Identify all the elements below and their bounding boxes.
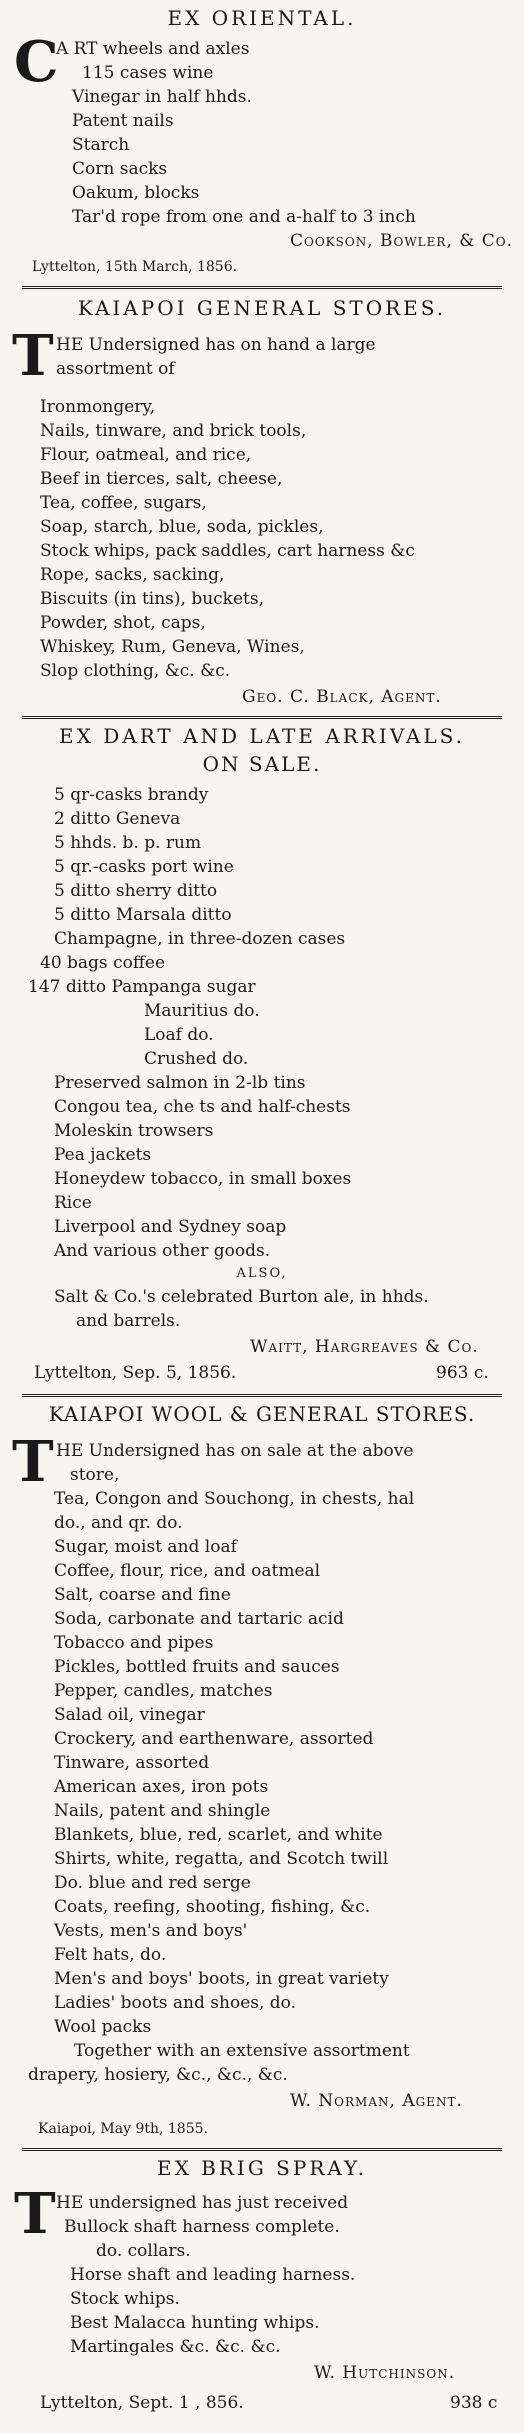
list-item: Mauritius do. xyxy=(144,1001,260,1021)
signature: W. Hutchinson. xyxy=(314,2363,456,2383)
list-item: Vests, men's and boys' xyxy=(54,1921,248,1941)
list-item: 40 bags coffee xyxy=(40,953,166,973)
list-item: Felt hats, do. xyxy=(54,1945,167,1965)
list-item: 2 ditto Geneva xyxy=(54,809,181,829)
dropcap: T xyxy=(12,1429,54,1495)
date: Lyttelton, Sept. 1 , 856. xyxy=(40,2393,244,2413)
list-item: and barrels. xyxy=(76,1311,181,1331)
intro-line: assortment of xyxy=(56,359,175,379)
list-item: 5 qr-casks brandy xyxy=(54,785,209,805)
list-item: Pepper, candles, matches xyxy=(54,1681,273,1701)
list-item: Congou tea, che ts and half-chests xyxy=(54,1097,351,1117)
dropcap: C xyxy=(14,29,59,95)
ad-title-kaiapoi-wool: KAIAPOI WOOL & GENERAL STORES. xyxy=(48,1402,476,1426)
list-item: Tea, coffee, sugars, xyxy=(40,493,207,513)
intro-line: HE undersigned has just received xyxy=(56,2193,349,2213)
list-item: Coats, reefing, shooting, fishing, &c. xyxy=(54,1897,371,1917)
list-item: Nails, patent and shingle xyxy=(54,1801,271,1821)
list-item: Patent nails xyxy=(72,111,174,131)
list-item: Tinware, assorted xyxy=(54,1753,210,1773)
date: Kaiapoi, May 9th, 1855. xyxy=(38,2121,208,2137)
closing-line: Together with an extensive assortment xyxy=(74,2041,410,2061)
list-item: Whiskey, Rum, Geneva, Wines, xyxy=(40,637,305,657)
ad-number: 963 c. xyxy=(436,1363,489,1383)
ad-title-ex-dart: EX DART AND LATE ARRIVALS. xyxy=(59,724,465,748)
divider xyxy=(22,286,502,289)
list-item: Coffee, flour, rice, and oatmeal xyxy=(54,1561,321,1581)
ad-title-ex-brig-spray: EX BRIG SPRAY. xyxy=(156,2156,368,2180)
date: Lyttelton, 15th March, 1856. xyxy=(32,259,238,275)
list-item: Shirts, white, regatta, and Scotch twill xyxy=(54,1849,389,1869)
list-item: Pickles, bottled fruits and sauces xyxy=(54,1657,340,1677)
list-item: Vinegar in half hhds. xyxy=(72,87,252,107)
list-item: Salt & Co.'s celebrated Burton ale, in hhds. xyxy=(54,1287,429,1307)
list-item: Blankets, blue, red, scarlet, and white xyxy=(54,1825,383,1845)
dropcap: T xyxy=(12,323,54,389)
list-item: do., and qr. do. xyxy=(54,1513,183,1533)
list-item: 147 ditto Pampanga sugar xyxy=(28,977,256,997)
ad-title-kaiapoi-general-stores: KAIAPOI GENERAL STORES. xyxy=(77,296,447,320)
list-item: American axes, iron pots xyxy=(54,1777,269,1797)
list-item: Crushed do. xyxy=(144,1049,249,1069)
list-item: Sugar, moist and loaf xyxy=(54,1537,237,1557)
closing-line: drapery, hosiery, &c., &c., &c. xyxy=(28,2065,288,2085)
list-item: Moleskin trowsers xyxy=(54,1121,214,1141)
dropcap: T xyxy=(14,2181,56,2247)
list-item: Nails, tinware, and brick tools, xyxy=(40,421,307,441)
also-label: ALSO, xyxy=(236,1266,288,1281)
list-item: Men's and boys' boots, in great variety xyxy=(54,1969,389,1989)
ad-subtitle: ON SALE. xyxy=(202,752,322,776)
list-item: 5 ditto Marsala ditto xyxy=(54,905,232,925)
intro-line: store, xyxy=(70,1465,120,1485)
list-item: Soap, starch, blue, soda, pickles, xyxy=(40,517,324,537)
list-item: Salad oil, vinegar xyxy=(54,1705,205,1725)
list-item: Oakum, blocks xyxy=(72,183,200,203)
signature: Waitt, Hargreaves & Co. xyxy=(250,1337,479,1357)
list-item: Ironmongery, xyxy=(40,397,156,417)
divider xyxy=(22,716,502,719)
list-item: Loaf do. xyxy=(144,1025,214,1045)
intro-line: HE Undersigned has on sale at the above xyxy=(56,1441,414,1461)
list-item: Liverpool and Sydney soap xyxy=(54,1217,287,1237)
list-item: Starch xyxy=(72,135,130,155)
list-item: Stock whips. xyxy=(70,2289,180,2309)
list-item: Stock whips, pack saddles, cart harness &c xyxy=(40,541,415,561)
list-item: Salt, coarse and fine xyxy=(54,1585,231,1605)
list-item: Horse shaft and leading harness. xyxy=(70,2265,356,2285)
intro-line: HE Undersigned has on hand a large xyxy=(56,335,376,355)
intro-line: Bullock shaft harness complete. xyxy=(64,2217,340,2237)
list-item: do. collars. xyxy=(96,2241,191,2261)
list-item: Biscuits (in tins), buckets, xyxy=(40,589,264,609)
signature: Geo. C. Black, Agent. xyxy=(242,687,442,707)
list-item: Crockery, and earthenware, assorted xyxy=(54,1729,374,1749)
list-item: Tobacco and pipes xyxy=(54,1633,214,1653)
list-item: Wool packs xyxy=(54,2017,152,2037)
list-item: Beef in tierces, salt, cheese, xyxy=(40,469,283,489)
date: Lyttelton, Sep. 5, 1856. xyxy=(34,1363,237,1383)
list-item: 5 ditto sherry ditto xyxy=(54,881,218,901)
list-item: A RT wheels and axles xyxy=(56,39,250,59)
list-item: 5 qr.-casks port wine xyxy=(54,857,234,877)
list-item: Preserved salmon in 2-lb tins xyxy=(54,1073,306,1093)
list-item: Pea jackets xyxy=(54,1145,152,1165)
list-item: Martingales &c. &c. &c. xyxy=(70,2337,281,2357)
list-item: 115 cases wine xyxy=(82,63,214,83)
list-item: Do. blue and red serge xyxy=(54,1873,251,1893)
list-item: Tar'd rope from one and a-half to 3 inch xyxy=(72,207,416,227)
signature: Cookson, Bowler, & Co. xyxy=(290,231,514,251)
list-item: Corn sacks xyxy=(72,159,168,179)
list-item: Soda, carbonate and tartaric acid xyxy=(54,1609,344,1629)
list-item: 5 hhds. b. p. rum xyxy=(54,833,202,853)
list-item: Ladies' boots and shoes, do. xyxy=(54,1993,297,2013)
list-item: Tea, Congon and Souchong, in chests, hal xyxy=(54,1489,415,1509)
divider xyxy=(22,1394,502,1397)
ad-title-ex-oriental: EX ORIENTAL. xyxy=(167,6,357,30)
list-item: And various other goods. xyxy=(54,1241,271,1261)
list-item: Slop clothing, &c. &c. xyxy=(40,661,231,681)
list-item: Best Malacca hunting whips. xyxy=(70,2313,320,2333)
divider xyxy=(22,2148,502,2151)
list-item: Rice xyxy=(54,1193,92,1213)
list-item: Rope, sacks, sacking, xyxy=(40,565,225,585)
list-item: Powder, shot, caps, xyxy=(40,613,206,633)
list-item: Champagne, in three-dozen cases xyxy=(54,929,346,949)
signature: W. Norman, Agent. xyxy=(290,2091,463,2111)
ad-number: 938 c xyxy=(450,2393,498,2413)
list-item: Honeydew tobacco, in small boxes xyxy=(54,1169,352,1189)
list-item: Flour, oatmeal, and rice, xyxy=(40,445,252,465)
